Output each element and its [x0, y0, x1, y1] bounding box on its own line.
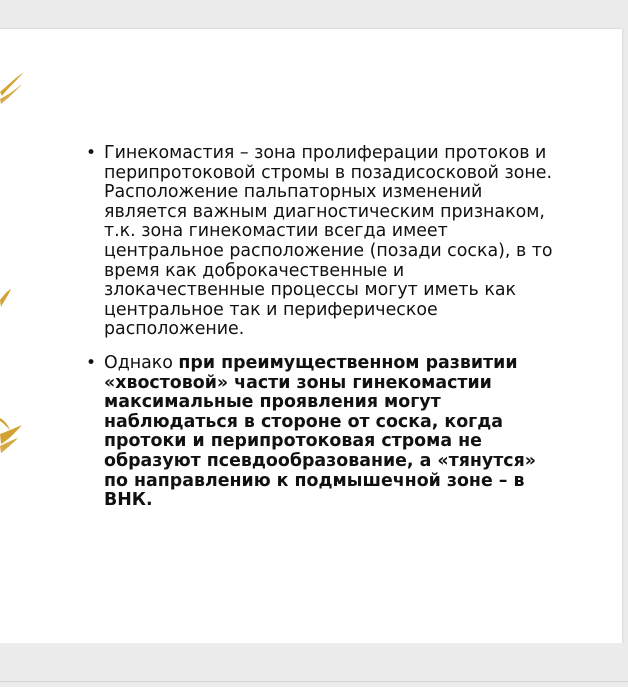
gold-brush-stroke-icon [0, 409, 32, 464]
slide-content [86, 144, 556, 525]
bullet-item [86, 144, 556, 340]
bullet-item [86, 354, 556, 511]
presentation-slide [0, 29, 622, 643]
top-background [0, 0, 628, 29]
gold-brush-stroke-icon [0, 64, 30, 124]
divider-line [0, 681, 628, 682]
bullet-text-prefix: Однако [104, 352, 179, 373]
bullet-marker: • [86, 143, 97, 163]
gold-brush-stroke-icon [0, 285, 20, 320]
bullet-marker: • [86, 352, 97, 373]
bullet-text-bold: при преимущественном развитии «хвостовой» части зоны гинекомастии максимальные проявления могут наблюдаться в стороне от соска, когда протоки и перипротоковая строма не образуют псевдообразование, а «тянутся» по направлению к подмышечной зоне – в ВНК. [104, 352, 537, 511]
bullet-text: Гинекомастия – зона пролиферации протоков и перипротоковой стромы в позадисосковой зоне. Расположение пальпаторных изменений является важным диагностическим признаком, т.к. зона гинекомастии всегда имеет центральное расположение (позади соска), в то время как доброкачественные и злокачественные процессы могут иметь как центральное так и периферическое расположение. [104, 143, 553, 340]
